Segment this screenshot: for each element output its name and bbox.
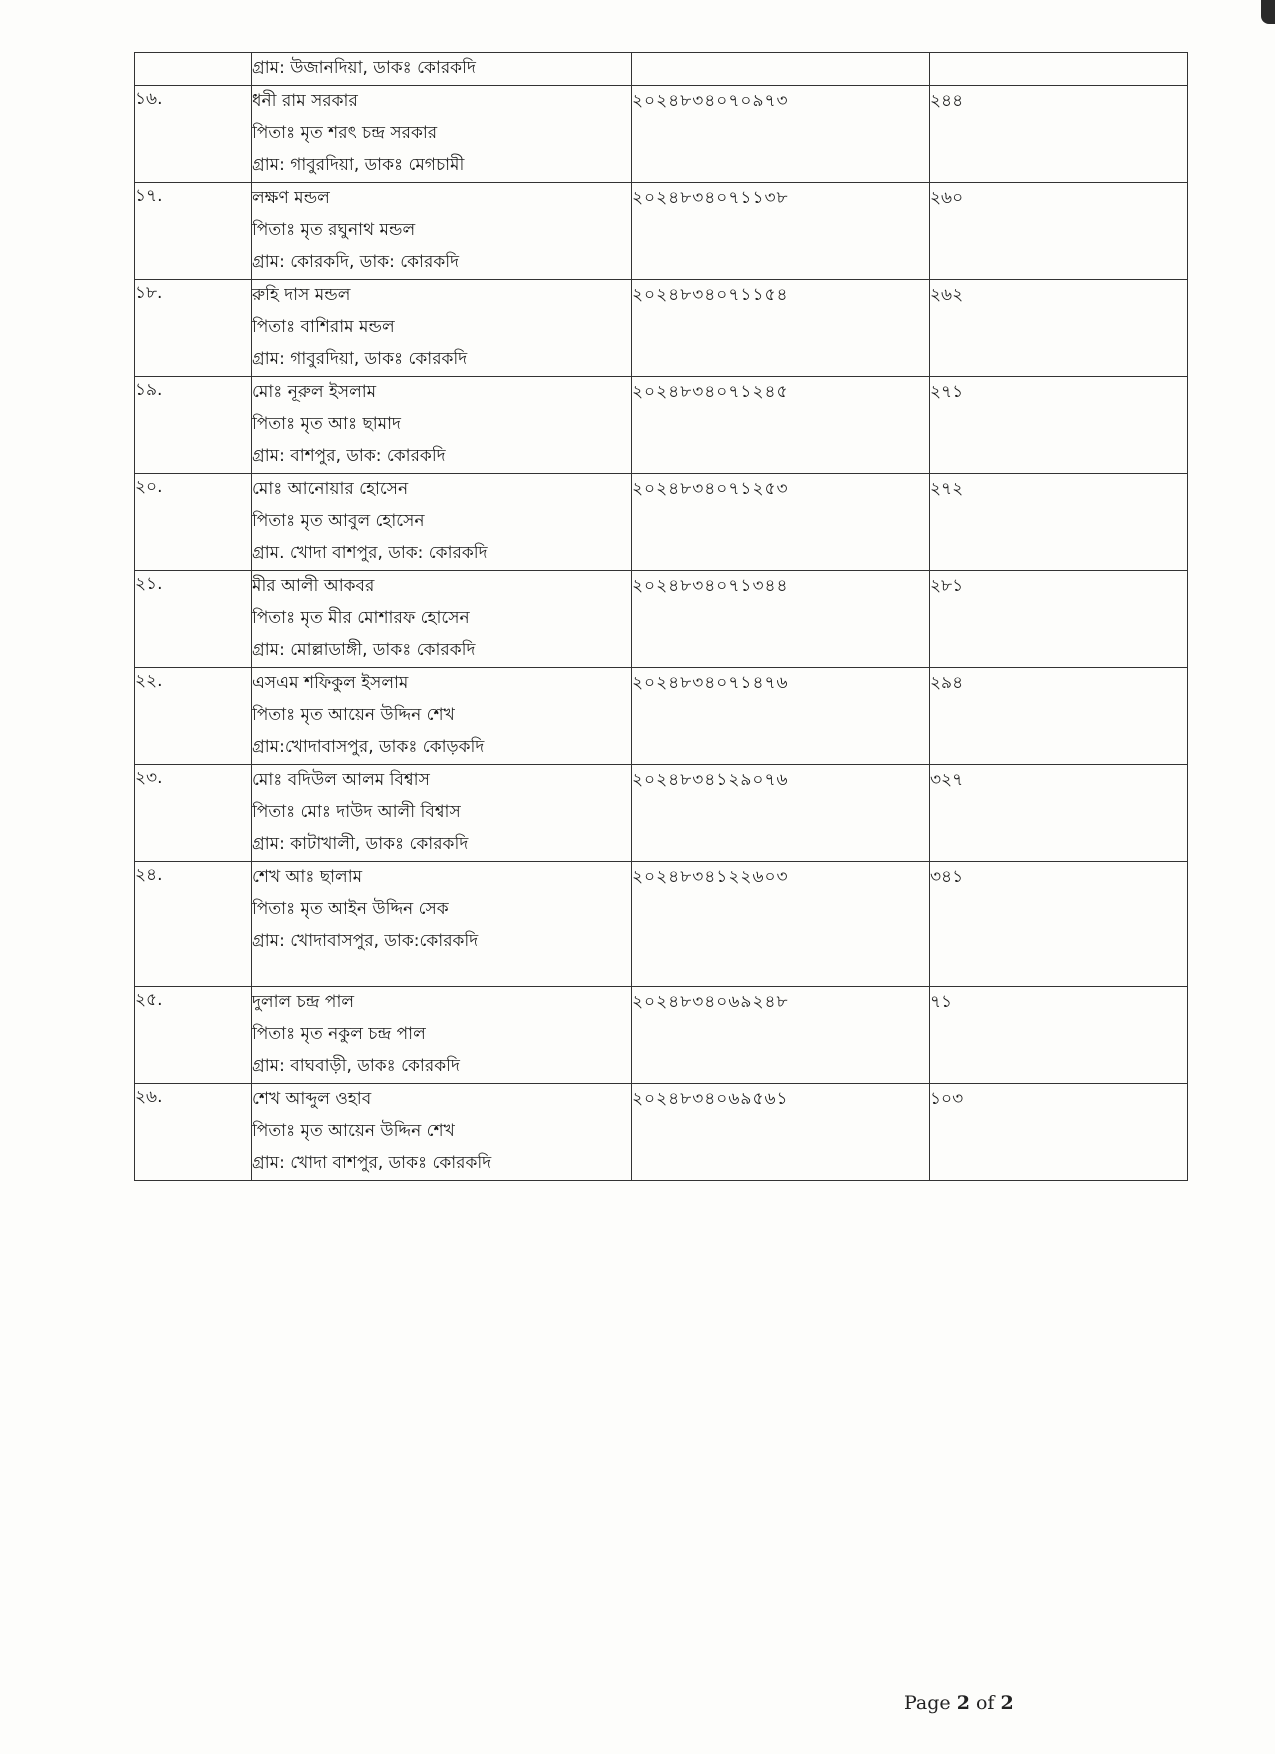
amount-value: ২৬২	[930, 285, 964, 305]
name-text: ধনী রাম সরকার	[252, 91, 358, 111]
id-cell	[632, 668, 930, 765]
name-text: রুহি দাস মন্ডল	[252, 285, 351, 305]
details-cell	[252, 183, 632, 280]
table-row	[135, 571, 1188, 668]
amount-cell	[930, 474, 1188, 571]
father-text: পিতাঃ মৃত আবুল হোসেন	[252, 511, 425, 531]
id-number: ২০২৪৮৩৪০৭১২৫৩	[632, 479, 789, 499]
father-text: পিতাঃ মোঃ দাউদ আলী বিশ্বাস	[252, 802, 461, 822]
table-row	[135, 862, 1188, 987]
details-cell	[252, 571, 632, 668]
amount-value: ২৮১	[930, 576, 964, 596]
amount-value: ২৭২	[930, 479, 964, 499]
id-cell	[632, 571, 930, 668]
serial-number: ২৪.	[135, 865, 163, 885]
serial-number: ১৯.	[135, 380, 163, 400]
father-text: পিতাঃ মৃত নকুল চন্দ্র পাল	[252, 1024, 426, 1044]
name-text: শেখ আব্দুল ওহাব	[252, 1089, 372, 1109]
address-text: গ্রাম. খোদা বাশপুর, ডাক: কোরকদি	[252, 543, 488, 563]
id-number: ২০২৪৮৩৪০৬৯২৪৮	[632, 992, 789, 1012]
id-cell	[632, 474, 930, 571]
table-row	[135, 280, 1188, 377]
details-cell	[252, 86, 632, 183]
id-cell	[632, 765, 930, 862]
amount-cell	[930, 987, 1188, 1084]
father-text: পিতাঃ মৃত আইন উদ্দিন সেক	[252, 899, 449, 919]
father-text: পিতাঃ মৃত আয়েন উদ্দিন শেখ	[252, 1121, 455, 1141]
serial-cell	[135, 474, 252, 571]
address-text: গ্রাম: গাবুরদিয়া, ডাকঃ কোরকদি	[252, 349, 468, 369]
details-cell	[252, 987, 632, 1084]
father-text: পিতাঃ বাশিরাম মন্ডল	[252, 317, 395, 337]
amount-value: ২৭১	[930, 382, 964, 402]
table-row	[135, 765, 1188, 862]
serial-cell	[135, 183, 252, 280]
amount-cell	[930, 53, 1188, 86]
address-text: গ্রাম: বাশপুর, ডাক: কোরকদি	[252, 446, 446, 466]
serial-cell	[135, 862, 252, 987]
table-row	[135, 377, 1188, 474]
name-text: মোঃ আনোয়ার হোসেন	[252, 479, 409, 499]
amount-value: ২৬০	[930, 188, 964, 208]
serial-cell	[135, 53, 252, 86]
id-number: ২০২৪৮৩৪১২২৬০৩	[632, 867, 789, 887]
name-text: দুলাল চন্দ্র পাল	[252, 992, 355, 1012]
table-row	[135, 86, 1188, 183]
address-text: গ্রাম: খোদাবাসপুর, ডাক:কোরকদি	[252, 931, 479, 951]
serial-cell	[135, 280, 252, 377]
details-cell	[252, 53, 632, 86]
id-number: ২০২৪৮৩৪০৭১২৪৫	[632, 382, 789, 402]
serial-number: ২২.	[135, 671, 163, 691]
address-text: গ্রাম: গাবুরদিয়া, ডাকঃ মেগচামী	[252, 155, 465, 175]
id-cell	[632, 183, 930, 280]
amount-value: ৩২৭	[930, 770, 964, 790]
serial-number: ২৩.	[135, 768, 163, 788]
amount-value: ৭১	[930, 992, 953, 1012]
serial-cell	[135, 987, 252, 1084]
amount-cell	[930, 765, 1188, 862]
id-cell	[632, 280, 930, 377]
address-text: গ্রাম: কাটাখালী, ডাকঃ কোরকদি	[252, 834, 469, 854]
serial-number: ১৮.	[135, 283, 163, 303]
serial-cell	[135, 377, 252, 474]
id-number: ২০২৪৮৩৪০৭১৪৭৬	[632, 673, 789, 693]
table-row	[135, 1084, 1188, 1181]
name-text: মোঃ বদিউল আলম বিশ্বাস	[252, 770, 430, 790]
serial-number: ১৭.	[135, 186, 163, 206]
table-row-continued	[135, 53, 1188, 86]
father-text: পিতাঃ মৃত শরৎ চন্দ্র সরকার	[252, 123, 438, 143]
amount-cell	[930, 668, 1188, 765]
id-cell	[632, 1084, 930, 1181]
name-text: এসএম শফিকুল ইসলাম	[252, 673, 409, 693]
amount-value: ২৪৪	[930, 91, 964, 111]
table-row	[135, 474, 1188, 571]
serial-cell	[135, 1084, 252, 1181]
name-text: মোঃ নূরুল ইসলাম	[252, 382, 377, 402]
id-cell	[632, 377, 930, 474]
details-cell	[252, 668, 632, 765]
serial-number: ২০.	[135, 477, 163, 497]
details-cell	[252, 1084, 632, 1181]
address-text: গ্রাম: খোদা বাশপুর, ডাকঃ কোরকদি	[252, 1153, 492, 1173]
amount-cell	[930, 1084, 1188, 1181]
address-text: গ্রাম:খোদাবাসপুর, ডাকঃ কোড়কদি	[252, 737, 485, 757]
beneficiary-table	[134, 52, 1188, 1181]
details-cell	[252, 377, 632, 474]
amount-cell	[930, 86, 1188, 183]
father-text: পিতাঃ মৃত মীর মোশারফ হোসেন	[252, 608, 470, 628]
serial-number: ১৬.	[135, 89, 163, 109]
id-cell	[632, 86, 930, 183]
serial-cell	[135, 86, 252, 183]
name-text: মীর আলী আকবর	[252, 576, 375, 596]
serial-cell	[135, 765, 252, 862]
address-text: গ্রাম: মোল্লাডাঙ্গী, ডাকঃ কোরকদি	[252, 640, 476, 660]
details-cell	[252, 862, 632, 987]
amount-value: ৩৪১	[930, 867, 964, 887]
table-row	[135, 987, 1188, 1084]
id-number: ২০২৪৮৩৪০৭১১৩৮	[632, 188, 789, 208]
id-number: ২০২৪৮৩৪০৭০৯৭৩	[632, 91, 789, 111]
address-text: গ্রাম: কোরকদি, ডাক: কোরকদি	[252, 252, 460, 272]
details-cell	[252, 474, 632, 571]
amount-cell	[930, 862, 1188, 987]
table-row	[135, 183, 1188, 280]
address-text: গ্রাম: বাঘবাড়ী, ডাকঃ কোরকদি	[252, 1056, 460, 1076]
id-number: ২০২৪৮৩৪০৭১১৫৪	[632, 285, 789, 305]
details-cell	[252, 280, 632, 377]
id-cell	[632, 53, 930, 86]
id-number: ২০২৪৮৩৪০৬৯৫৬১	[632, 1089, 789, 1109]
page-number: Page 2 of 2	[904, 1692, 1014, 1714]
father-text: পিতাঃ মৃত রঘুনাথ মন্ডল	[252, 220, 416, 240]
amount-cell	[930, 571, 1188, 668]
name-text: শেখ আঃ ছালাম	[252, 867, 363, 887]
serial-number: ২৬.	[135, 1087, 163, 1107]
serial-cell	[135, 668, 252, 765]
amount-cell	[930, 280, 1188, 377]
scan-edge-mark	[1261, 0, 1275, 24]
id-cell	[632, 987, 930, 1084]
id-number: ২০২৪৮৩৪১২৯০৭৬	[632, 770, 789, 790]
serial-number: ২৫.	[135, 990, 163, 1010]
serial-cell	[135, 571, 252, 668]
id-cell	[632, 862, 930, 987]
amount-value: ১০৩	[930, 1089, 964, 1109]
amount-value: ২৯৪	[930, 673, 964, 693]
address-text: গ্রাম: উজানদিয়া, ডাকঃ কোরকদি	[252, 58, 476, 78]
father-text: পিতাঃ মৃত আঃ ছামাদ	[252, 414, 401, 434]
table-row	[135, 668, 1188, 765]
amount-cell	[930, 377, 1188, 474]
father-text: পিতাঃ মৃত আয়েন উদ্দিন শেখ	[252, 705, 455, 725]
name-text: লক্ষণ মন্ডল	[252, 188, 330, 208]
details-cell	[252, 765, 632, 862]
serial-number: ২১.	[135, 574, 163, 594]
id-number: ২০২৪৮৩৪০৭১৩৪৪	[632, 576, 789, 596]
amount-cell	[930, 183, 1188, 280]
